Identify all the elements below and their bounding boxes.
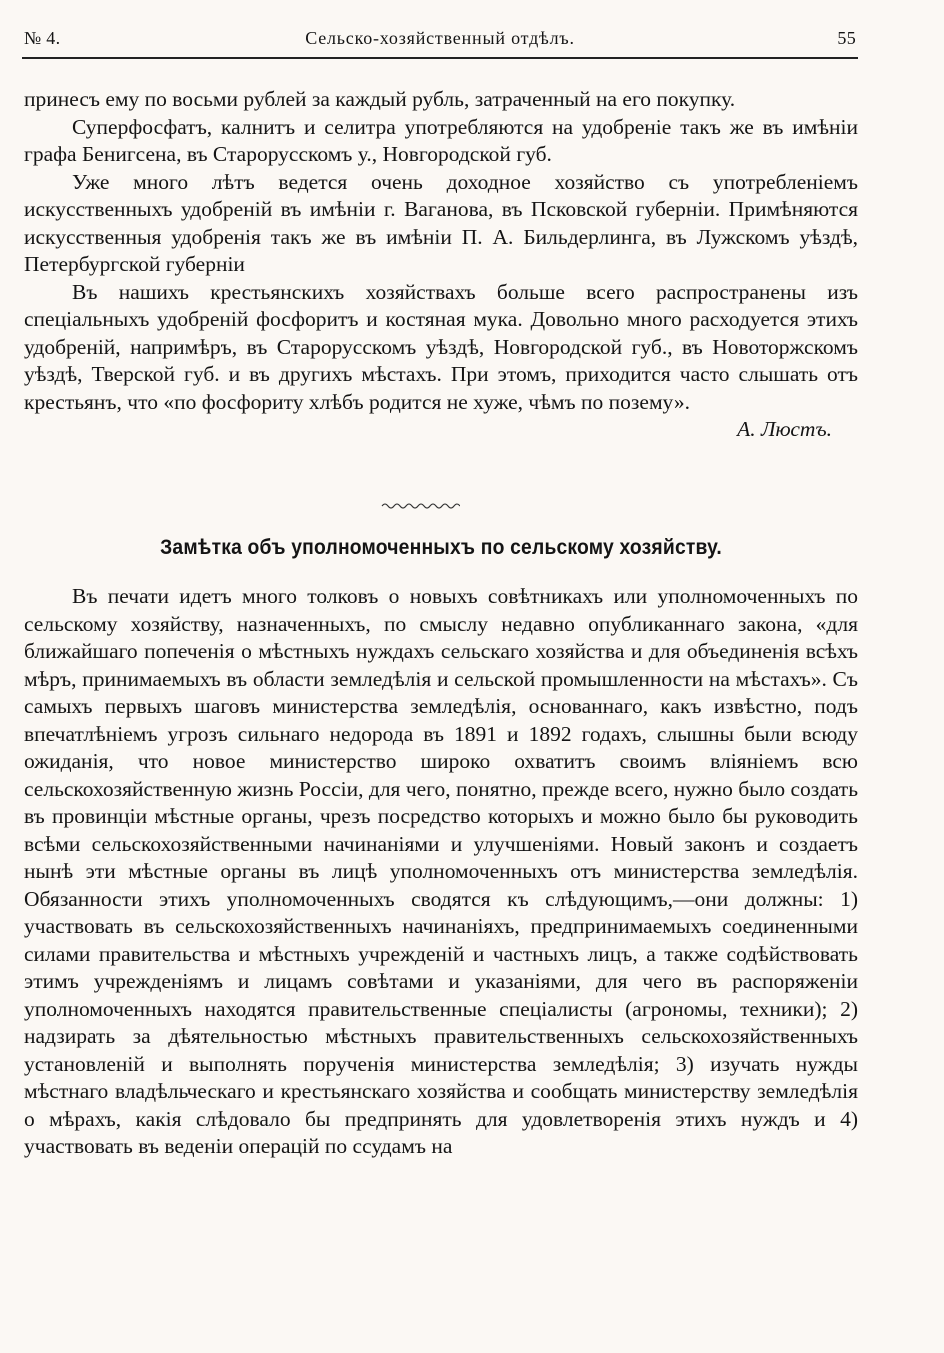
wavy-divider-ornament — [380, 498, 460, 514]
article-commissioners — [24, 583, 858, 1161]
header-rule — [22, 57, 858, 59]
paragraph: Въ печати идетъ много толковъ о новыхъ совѣтникахъ или уполномоченныхъ по сельскому хозяйству, назначенныхъ, по смыслу недавно опубликаннаго закона, «для ближайшаго попеченія о мѣстныхъ нуждахъ сельскаго хозяйства и для объединенія всѣхъ мѣръ, принимаемыхъ въ области земледѣлія и сельской промышленности на мѣстахъ». Съ самыхъ первыхъ шаговъ министерства земледѣлія, основаннаго, какъ извѣстно, подъ впечатлѣніемъ угрозъ сильнаго недорода въ 1891 и 1892 годахъ, слышны были всюду ожиданія, что новое министерство широко охватитъ своимъ вліяніемъ всю сельскохозяйственную жизнь Россіи, для чего, понятно, прежде всего, нужно было создать въ провинціи мѣстные органы, чрезъ посредство которыхъ и можно было бы руководить всѣми сельскохозяйственными начинаніями и улучшеніями. Новый законъ и создаетъ нынѣ эти мѣстные органы въ лицѣ уполномоченныхъ отъ министерства земледѣлія. Обязанности этихъ уполномоченныхъ сводятся къ слѣдующимъ,—они должны: 1) участвовать въ сельскохозяйственныхъ начинаніяхъ, предпринимаемыхъ соединенными силами правительства и мѣстныхъ учрежденій и частныхъ лицъ, а также содѣйствовать этимъ учрежденіямъ и лицамъ совѣтами и указаніями, для чего въ распоряженіи уполномоченныхъ находятся правительственные спеціалисты (агрономы, техники); 2) надзирать за дѣятельностью мѣстныхъ правительственныхъ сельскохозяйственныхъ установленій и выполнять порученія министерства земледѣлія; 3) изучать нужды мѣстнаго владѣльческаго и крестьянскаго хозяйства и сообщать министерству земледѣлія о мѣрахъ, какія слѣдовало бы предпринять для удовлетворенія этихъ нуждъ и 4) участвовать въ веденіи операцій по ссудамъ на — [24, 584, 858, 1158]
running-header — [24, 28, 856, 54]
paragraph: Суперфосфатъ, калнитъ и селитра употребляются на удобреніе такъ же въ имѣніи графа Бенигсена, въ Старорусскомъ у., Новгородской губ. — [24, 114, 858, 166]
author-signature: А. Люстъ. — [737, 417, 832, 441]
article-fertilizers — [24, 86, 858, 444]
page-number: 55 — [837, 28, 856, 48]
paragraph: принесъ ему по восьми рублей за каждый рубль, затраченный на его покупку. — [24, 87, 736, 111]
section-title: Сельско-хозяйственный отдѣлъ. — [305, 28, 575, 48]
paragraph: Уже много лѣтъ ведется очень доходное хозяйство съ употребленіемъ искусственныхъ удобреній въ имѣніи г. Ваганова, въ Псковской губерніи. Примѣняются искусственныя удобренія такъ же въ имѣніи П. А. Бильдерлинга, въ Лужскомъ уѣздѣ, Петербургской губерніи — [24, 169, 858, 276]
issue-number: № 4. — [24, 28, 61, 48]
article-title: Замѣтка объ уполномоченныхъ по сельскому хозяйству. — [160, 536, 722, 559]
paragraph: Въ нашихъ крестьянскихъ хозяйствахъ больше всего распространены изъ спеціальныхъ удобреній фосфоритъ и костяная мука. Довольно много расходуется этихъ удобреній, напримѣръ, въ Старорусскомъ уѣздѣ, Новгородской губ., въ Новоторжскомъ уѣздѣ, Тверской губ. и въ другихъ мѣстахъ. При этомъ, приходится часто слышать отъ крестьянъ, что «по фосфориту хлѣбъ родится не хуже, чѣмъ по позему». — [24, 279, 858, 414]
